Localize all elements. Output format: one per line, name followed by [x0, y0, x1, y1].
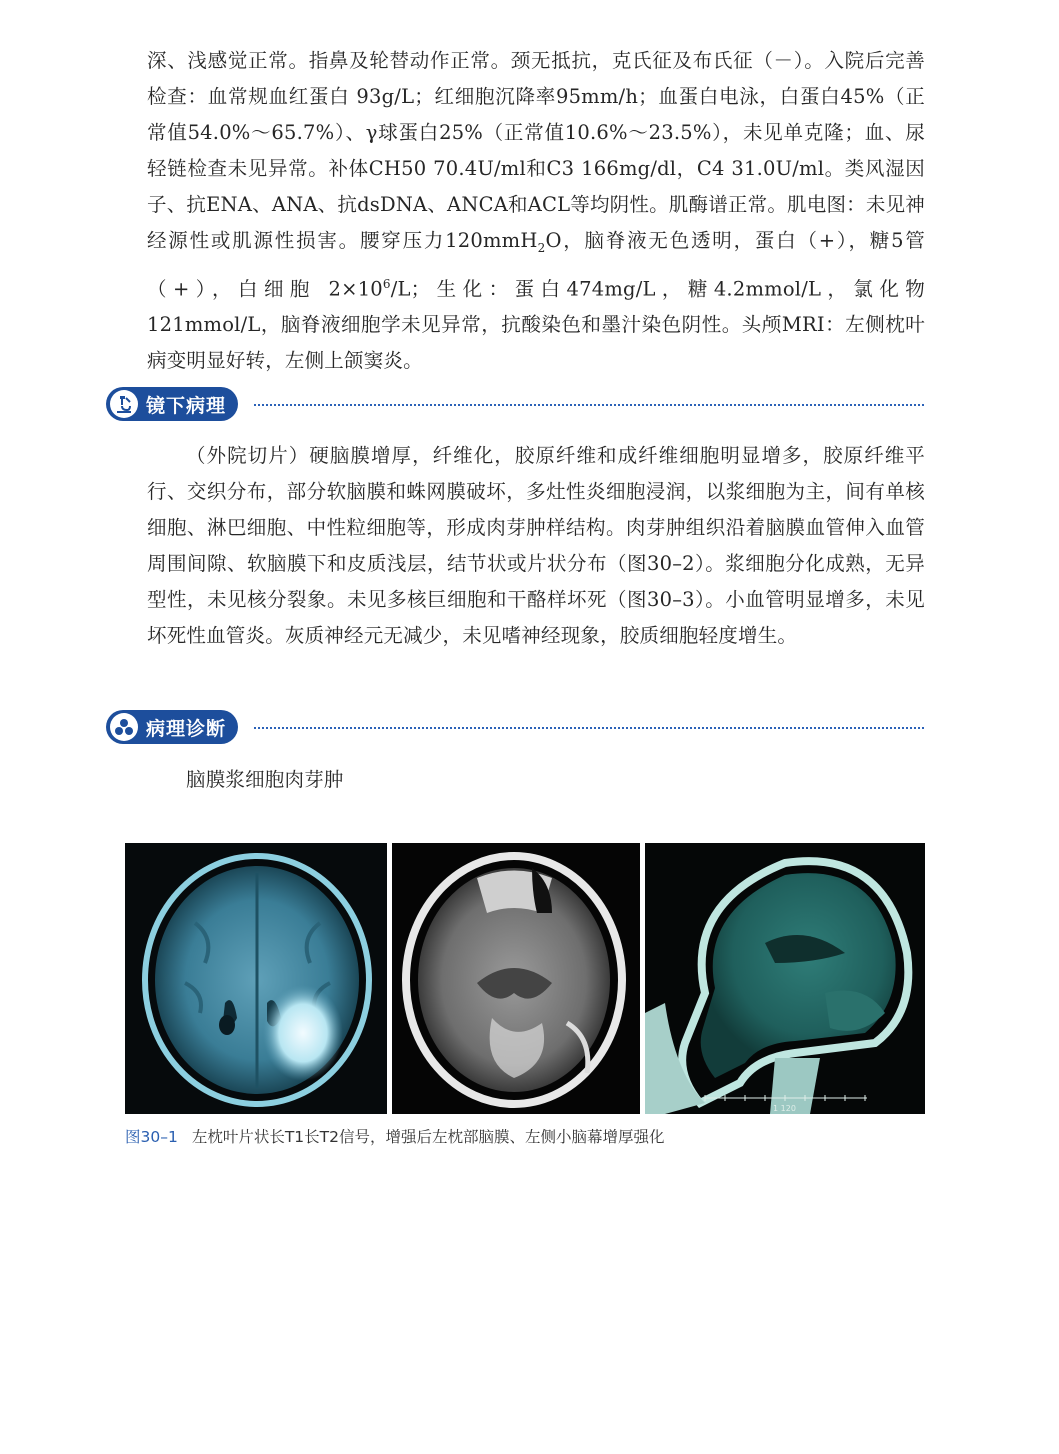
paragraph-microscopy: （外院切片）硬脑膜增厚，纤维化，胶原纤维和成纤维细胞明显增多，胶原纤维平行、交织分布，部分软脑膜和蛛网膜破坏，多灶性炎细胞浸润，以浆细胞为主，间有单核细胞、淋巴细胞、中性粒细胞等，形成肉芽肿样结构。肉芽肿组织沿着脑膜血管伸入血管周围间隙、软脑膜下和皮质浅层，结节状或片状分布（图30–2）。浆细胞分化成熟，无异型性，未见核分裂象。未见多核巨细胞和干酪样坏死（图30–3）。小血管明显增多，未见坏死性血管炎。灰质神经元无减少，未见嗜神经现象，胶质细胞轻度增生。 — [147, 444, 925, 647]
figure-30-1 — [125, 843, 925, 1114]
microscope-icon — [110, 390, 138, 418]
mri-axial-t1-contrast-image — [392, 843, 640, 1114]
paragraph-clinical-exam — [147, 43, 925, 379]
section-title-microscopy: 镜下病理 — [146, 394, 227, 417]
section-divider-dotted — [254, 727, 924, 729]
paragraph-diagnosis: 脑膜浆细胞肉芽肿 — [186, 768, 344, 791]
section-title-diagnosis: 病理诊断 — [146, 717, 227, 740]
figure-number: 图30–1 — [125, 1128, 178, 1146]
mri-sagittal-t1-image — [645, 843, 925, 1114]
paragraph-clinical-exam-text-b: O，脑脊液无色透明，蛋白（+），糖5管（+），白细胞 2×10 — [147, 229, 925, 301]
figure-caption — [125, 1125, 925, 1147]
section-divider-dotted — [254, 404, 924, 406]
cells-icon — [110, 713, 138, 741]
scale-label: 1 120 — [773, 1104, 796, 1113]
section-header-diagnosis — [106, 710, 924, 744]
section-pill-microscopy — [106, 387, 238, 421]
mri-axial-flair-image — [125, 843, 387, 1114]
figure-caption-text: 左枕叶片状长T1长T2信号，增强后左枕部脑膜、左侧小脑幕增厚强化 — [191, 1128, 665, 1146]
superscript-6: 6 — [382, 276, 391, 291]
section-header-microscopy — [106, 387, 924, 421]
subscript-2: 2 — [537, 240, 546, 255]
paragraph-clinical-exam-text-a: 深、浅感觉正常。指鼻及轮替动作正常。颈无抵抗，克氏征及布氏征（－）。入院后完善检查：血常规血红蛋白 93g/L；红细胞沉降率95mm/h；血蛋白电泳，白蛋白45%（正常值54.0%～65.7%）、γ球蛋白25%（正常值10.6%～23.5%），未见单克隆；血、尿轻链检查未见异常。补体CH50 70.4U/ml和C3 166mg/dl，C4 31.0U/ml。类风湿因子、抗ENA、ANA、抗dsDNA、ANCA和ACL等均阴性。肌酶谱正常。肌电图：未见神经源性或肌源性损害。腰穿压力120mmH — [147, 49, 925, 252]
section-pill-diagnosis — [106, 710, 238, 744]
paragraph-clinical-exam-text-c: /L；生化：蛋白474mg/L，糖4.2mmol/L，氯化物121mmol/L，脑脊液细胞学未见异常，抗酸染色和墨汁染色阴性。头颅MRI：左侧枕叶病变明显好转，左侧上颌窦炎。 — [147, 277, 925, 373]
